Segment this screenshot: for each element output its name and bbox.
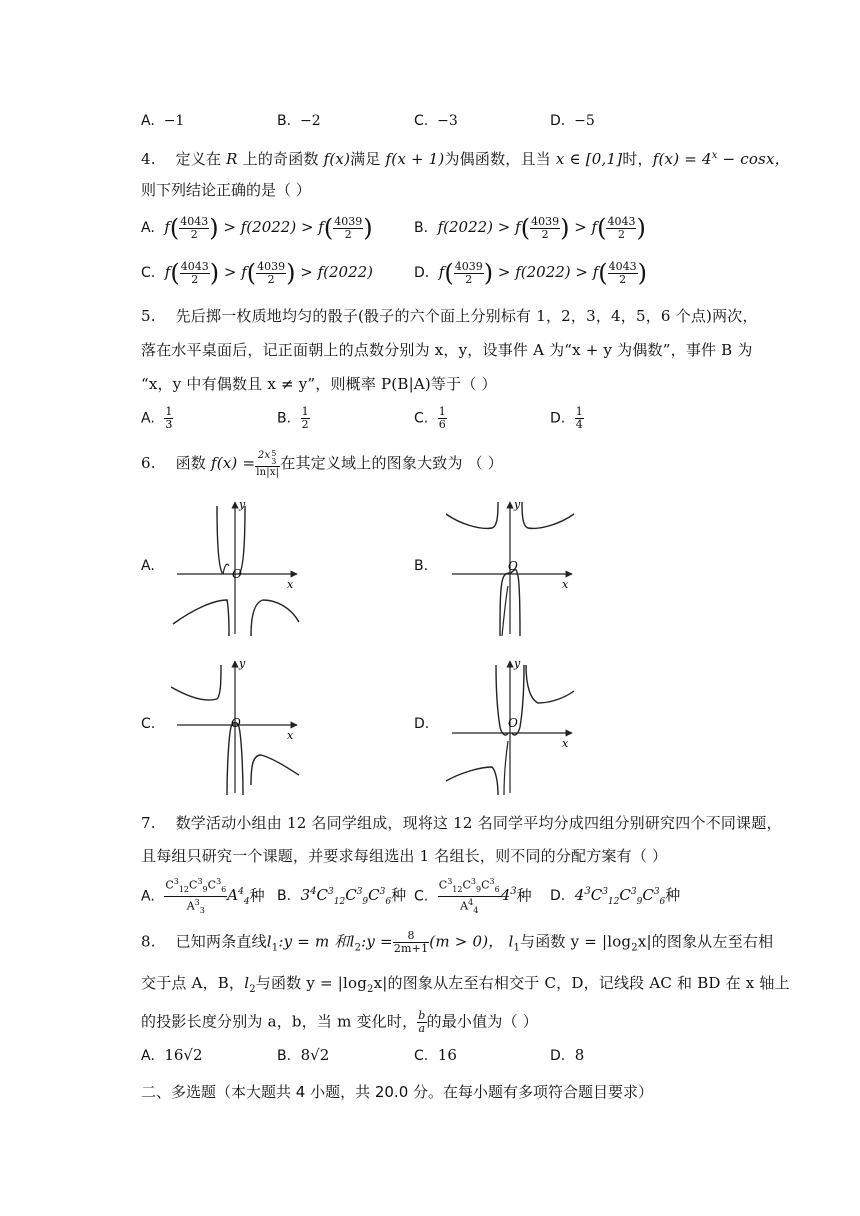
- question-number: 7.: [141, 814, 156, 832]
- curve: [502, 586, 508, 636]
- q4-stem-line2: 则下列结论正确的是（ ）: [141, 181, 311, 199]
- q5-stem-line3: “x，y 中有偶数且 x ≠ y”，则概率 P(B|A)等于（ ）: [141, 375, 497, 393]
- option-expression: f( $\frac{4039}{2}$ ) > f(2022) > f( $\frac{4043}{2}$ ): [438, 259, 648, 287]
- q5-stem-line2: 落在水平桌面后，记正面朝上的点数分别为 x，y，设事件 A 为“x + y 为偶数”，事件 B 为: [141, 341, 753, 359]
- y-axis-label: y: [239, 657, 246, 670]
- curve: [171, 665, 221, 700]
- q4-option-a: [141, 214, 373, 242]
- graph-a: [165, 496, 305, 636]
- graph-label-d: D.: [414, 716, 430, 732]
- q7-stem-line1: 7. 数学活动小组由 12 名同学组成，现将这 12 名同学平均分成四组分别研究四个不同课题，: [141, 814, 782, 832]
- option-expression: f( $\frac{4043}{2}$ ) > f(2022) > f( $\frac{4039}{2}$ ): [164, 214, 373, 242]
- curve: [504, 741, 508, 795]
- q7-option-d: D. $4^3C^3_{12}C^3_9C^3_6$种: [550, 886, 681, 907]
- x-axis-label: x: [562, 578, 569, 591]
- q5-option-d: D. $\frac{1}{4}$: [550, 405, 583, 431]
- curve: [496, 665, 508, 735]
- q5-option-a: A. $\frac{1}{3}$: [141, 405, 173, 431]
- curve: [173, 600, 229, 636]
- curve: [239, 506, 245, 574]
- origin-label: O: [508, 559, 518, 573]
- q5-option-b: B. $\frac{1}{2}$: [277, 405, 309, 431]
- q8-option-a: A. 16√2: [141, 1046, 203, 1064]
- origin-label: O: [231, 716, 241, 730]
- q4-option-d: [414, 259, 647, 287]
- curve: [251, 600, 299, 636]
- q8-stem-line2: 交于点 A，B，$l_2$与函数 $y = |\log_2x|$的图象从左至右相交于 C，D，记线段 AC 和 BD 在 x 轴上: [141, 974, 790, 995]
- graph-b: [440, 496, 580, 636]
- graph-label-b: B.: [414, 558, 429, 574]
- q7-option-c: C. $\frac{C^3_{12}C^3_9C^3_6}{A^4_4}$ $4^3$种: [414, 877, 532, 915]
- option-value: −3: [437, 113, 458, 129]
- curve: [446, 767, 498, 795]
- option-label: D.: [550, 113, 566, 129]
- y-axis-label: y: [514, 498, 521, 511]
- q8-option-c: C. 16: [414, 1046, 457, 1064]
- question-number: 8.: [141, 932, 156, 951]
- question-number: 6.: [141, 454, 156, 472]
- q8-stem-line1: 8. 已知两条直线$l_1:y = m$ 和$l_2:y$ = $\frac{8}{2m+1}$ (m > 0)， $l_1$与函数 $y = |\log_2x|$的图象从左至右相: [141, 929, 774, 955]
- q5-stem-line1: 5. 先后掷一枚质地均匀的骰子(骰子的六个面上分别标有 1，2，3，4，5，6 个点)两次，: [141, 307, 758, 325]
- option-label: A.: [141, 220, 155, 236]
- x-axis-label: x: [287, 578, 294, 591]
- graph-d: [440, 655, 580, 795]
- curve: [223, 564, 229, 574]
- x-axis-label: x: [562, 737, 569, 750]
- q6-stem: 6. 函数 f(x) = 2x 5 3 ln|x| 在其定义域上的图象大致为 （ ）: [141, 449, 504, 478]
- q3-option-b: [277, 113, 321, 129]
- y-axis-label: y: [514, 657, 521, 670]
- q3-option-d: [550, 113, 595, 129]
- q8-stem-line3: 的投影长度分别为 a，b，当 m 变化时， $\frac{b}{a}$ 的最小值为（ ）: [141, 1009, 538, 1035]
- origin-label: O: [232, 567, 242, 581]
- curve: [522, 502, 574, 528]
- option-label: D.: [414, 265, 430, 281]
- q8-option-d: D. 8: [550, 1046, 585, 1064]
- curve: [526, 665, 574, 703]
- q5-option-c: C. $\frac{1}{6}$: [414, 405, 446, 431]
- option-value: −5: [574, 113, 595, 129]
- curve: [251, 755, 299, 785]
- option-expression: f(2022) > f( $\frac{4039}{2}$ ) > f( $\frac{4043}{2}$ ): [437, 214, 646, 242]
- question-number: 5.: [141, 307, 156, 325]
- option-label: C.: [141, 265, 156, 281]
- option-label: A.: [141, 113, 155, 129]
- graph-label-a: A.: [141, 558, 155, 574]
- q7-option-b: B. $3^4C^3_{12}C^3_9C^3_6$种: [277, 886, 407, 907]
- origin-label: O: [508, 716, 518, 730]
- q4-stem-line1: 4. 定义在 R 上的奇函数 f(x)满足 f(x + 1)为偶函数，且当 x ∈ [0,1]时，$f(x) = 4^x - \cos x$，: [141, 150, 790, 168]
- x-axis-label: x: [287, 729, 294, 742]
- q3-option-a: [141, 113, 184, 129]
- q8-option-b: B. 8√2: [277, 1046, 330, 1064]
- q7-option-a: A. $\frac{C^3_{12}C^3_9C^3_6}{A^3_3}$ $A^4_4$种: [141, 877, 265, 915]
- curve: [217, 506, 223, 574]
- option-label: B.: [414, 220, 429, 236]
- graph-label-c: C.: [141, 716, 156, 732]
- q4-option-c: [141, 259, 373, 287]
- option-label: B.: [277, 113, 292, 129]
- option-expression: f( $\frac{4043}{2}$ ) > f( $\frac{4039}{2}$ ) > f(2022): [164, 259, 374, 287]
- y-axis-label: y: [239, 498, 246, 511]
- option-value: −1: [163, 113, 185, 129]
- q4-option-b: [414, 214, 646, 242]
- section-heading: 二、多选题（本大题共 4 小题，共 20.0 分。在每小题有多项符合题目要求）: [141, 1083, 654, 1101]
- q7-stem-line2: 且每组只研究一个课题，并要求每组选出 1 名组长，则不同的分配方案有（ ）: [141, 847, 668, 865]
- q3-option-c: [414, 113, 458, 129]
- graph-c: [165, 655, 305, 795]
- option-value: −2: [299, 113, 321, 129]
- option-label: C.: [414, 113, 429, 129]
- curve: [446, 502, 498, 528]
- question-number: 4.: [141, 150, 156, 168]
